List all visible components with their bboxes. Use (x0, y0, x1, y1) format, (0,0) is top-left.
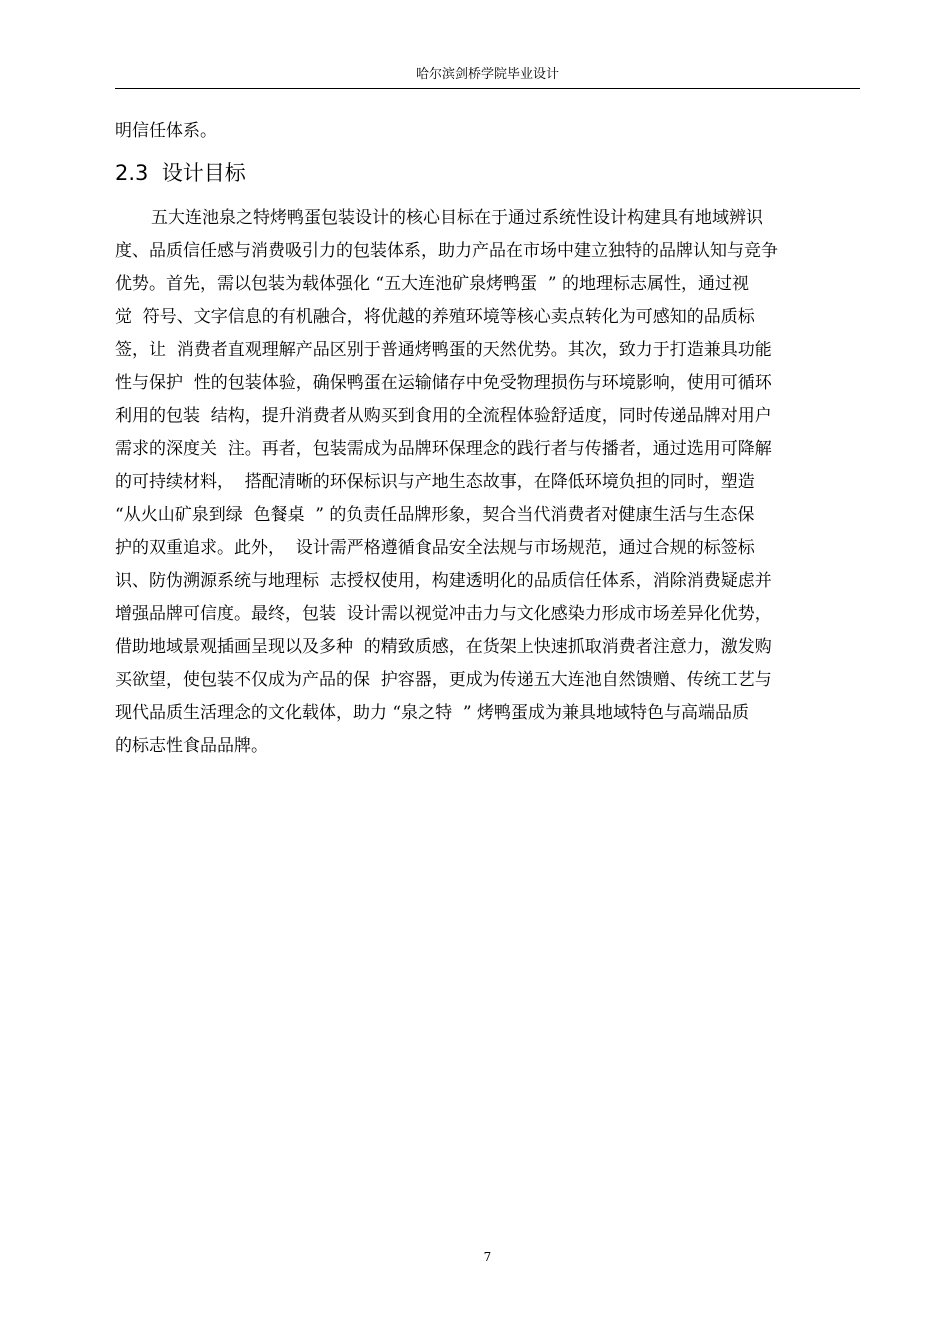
paragraph-line: 五大连池泉之特烤鸭蛋包装设计的核心目标在于通过系统性设计构建具有地域辨识 (151, 208, 763, 228)
page-number: 7 (483, 1250, 492, 1264)
section-heading: 2.3 设计目标 (115, 161, 246, 185)
page-header: 哈尔滨剑桥学院毕业设计 (415, 67, 559, 82)
paragraph-line: 增强品牌可信度。最终，包装 设计需以视觉冲击力与文化感染力形成市场差异化优势， (115, 604, 772, 624)
continuation-line: 明信任体系。 (115, 121, 217, 141)
paragraph-line: “从火山矿泉到绿 色餐桌 ” 的负责任品牌形象，契合当代消费者对健康生活与生态保 (115, 505, 755, 525)
paragraph-line: 觉 符号、文字信息的有机融合，将优越的养殖环境等核心卖点转化为可感知的品质标 (115, 307, 755, 327)
paragraph-line: 买欲望，使包装不仅成为产品的保 护容器，更成为传递五大连池自然馈赠、传统工艺与 (115, 670, 772, 690)
paragraph-line: 签，让 消费者直观理解产品区别于普通烤鸭蛋的天然优势。其次，致力于打造兼具功能 (115, 340, 772, 360)
header-divider (115, 88, 860, 89)
paragraph-line: 护的双重追求。此外， 设计需严格遵循食品安全法规与市场规范，通过合规的标签标 (115, 538, 755, 558)
paragraph-line: 识、防伪溯源系统与地理标 志授权使用，构建透明化的品质信任体系，消除消费疑虑并 (115, 571, 772, 591)
paragraph-line: 现代品质生活理念的文化载体，助力 “泉之特 ” 烤鸭蛋成为兼具地域特色与高端品质 (115, 703, 749, 723)
paragraph-line: 度、品质信任感与消费吸引力的包装体系，助力产品在市场中建立独特的品牌认知与竞争 (115, 241, 778, 261)
paragraph-line: 性与保护 性的包装体验，确保鸭蛋在运输储存中免受物理损伤与环境影响，使用可循环 (115, 373, 772, 393)
paragraph-line: 借助地域景观插画呈现以及多种 的精致质感，在货架上快速抓取消费者注意力，激发购 (115, 637, 772, 657)
paragraph-line: 需求的深度关 注。再者，包装需成为品牌环保理念的践行者与传播者，通过选用可降解 (115, 439, 772, 459)
paragraph-line: 利用的包装 结构，提升消费者从购买到食用的全流程体验舒适度，同时传递品牌对用户 (115, 406, 772, 426)
paragraph-line: 的可持续材料， 搭配清晰的环保标识与产地生态故事，在降低环境负担的同时，塑造 (115, 472, 755, 492)
paragraph-line: 的标志性食品品牌。 (115, 736, 268, 756)
paragraph-line: 优势。首先，需以包装为载体强化 “五大连池矿泉烤鸭蛋 ” 的地理标志属性，通过视 (115, 274, 749, 294)
